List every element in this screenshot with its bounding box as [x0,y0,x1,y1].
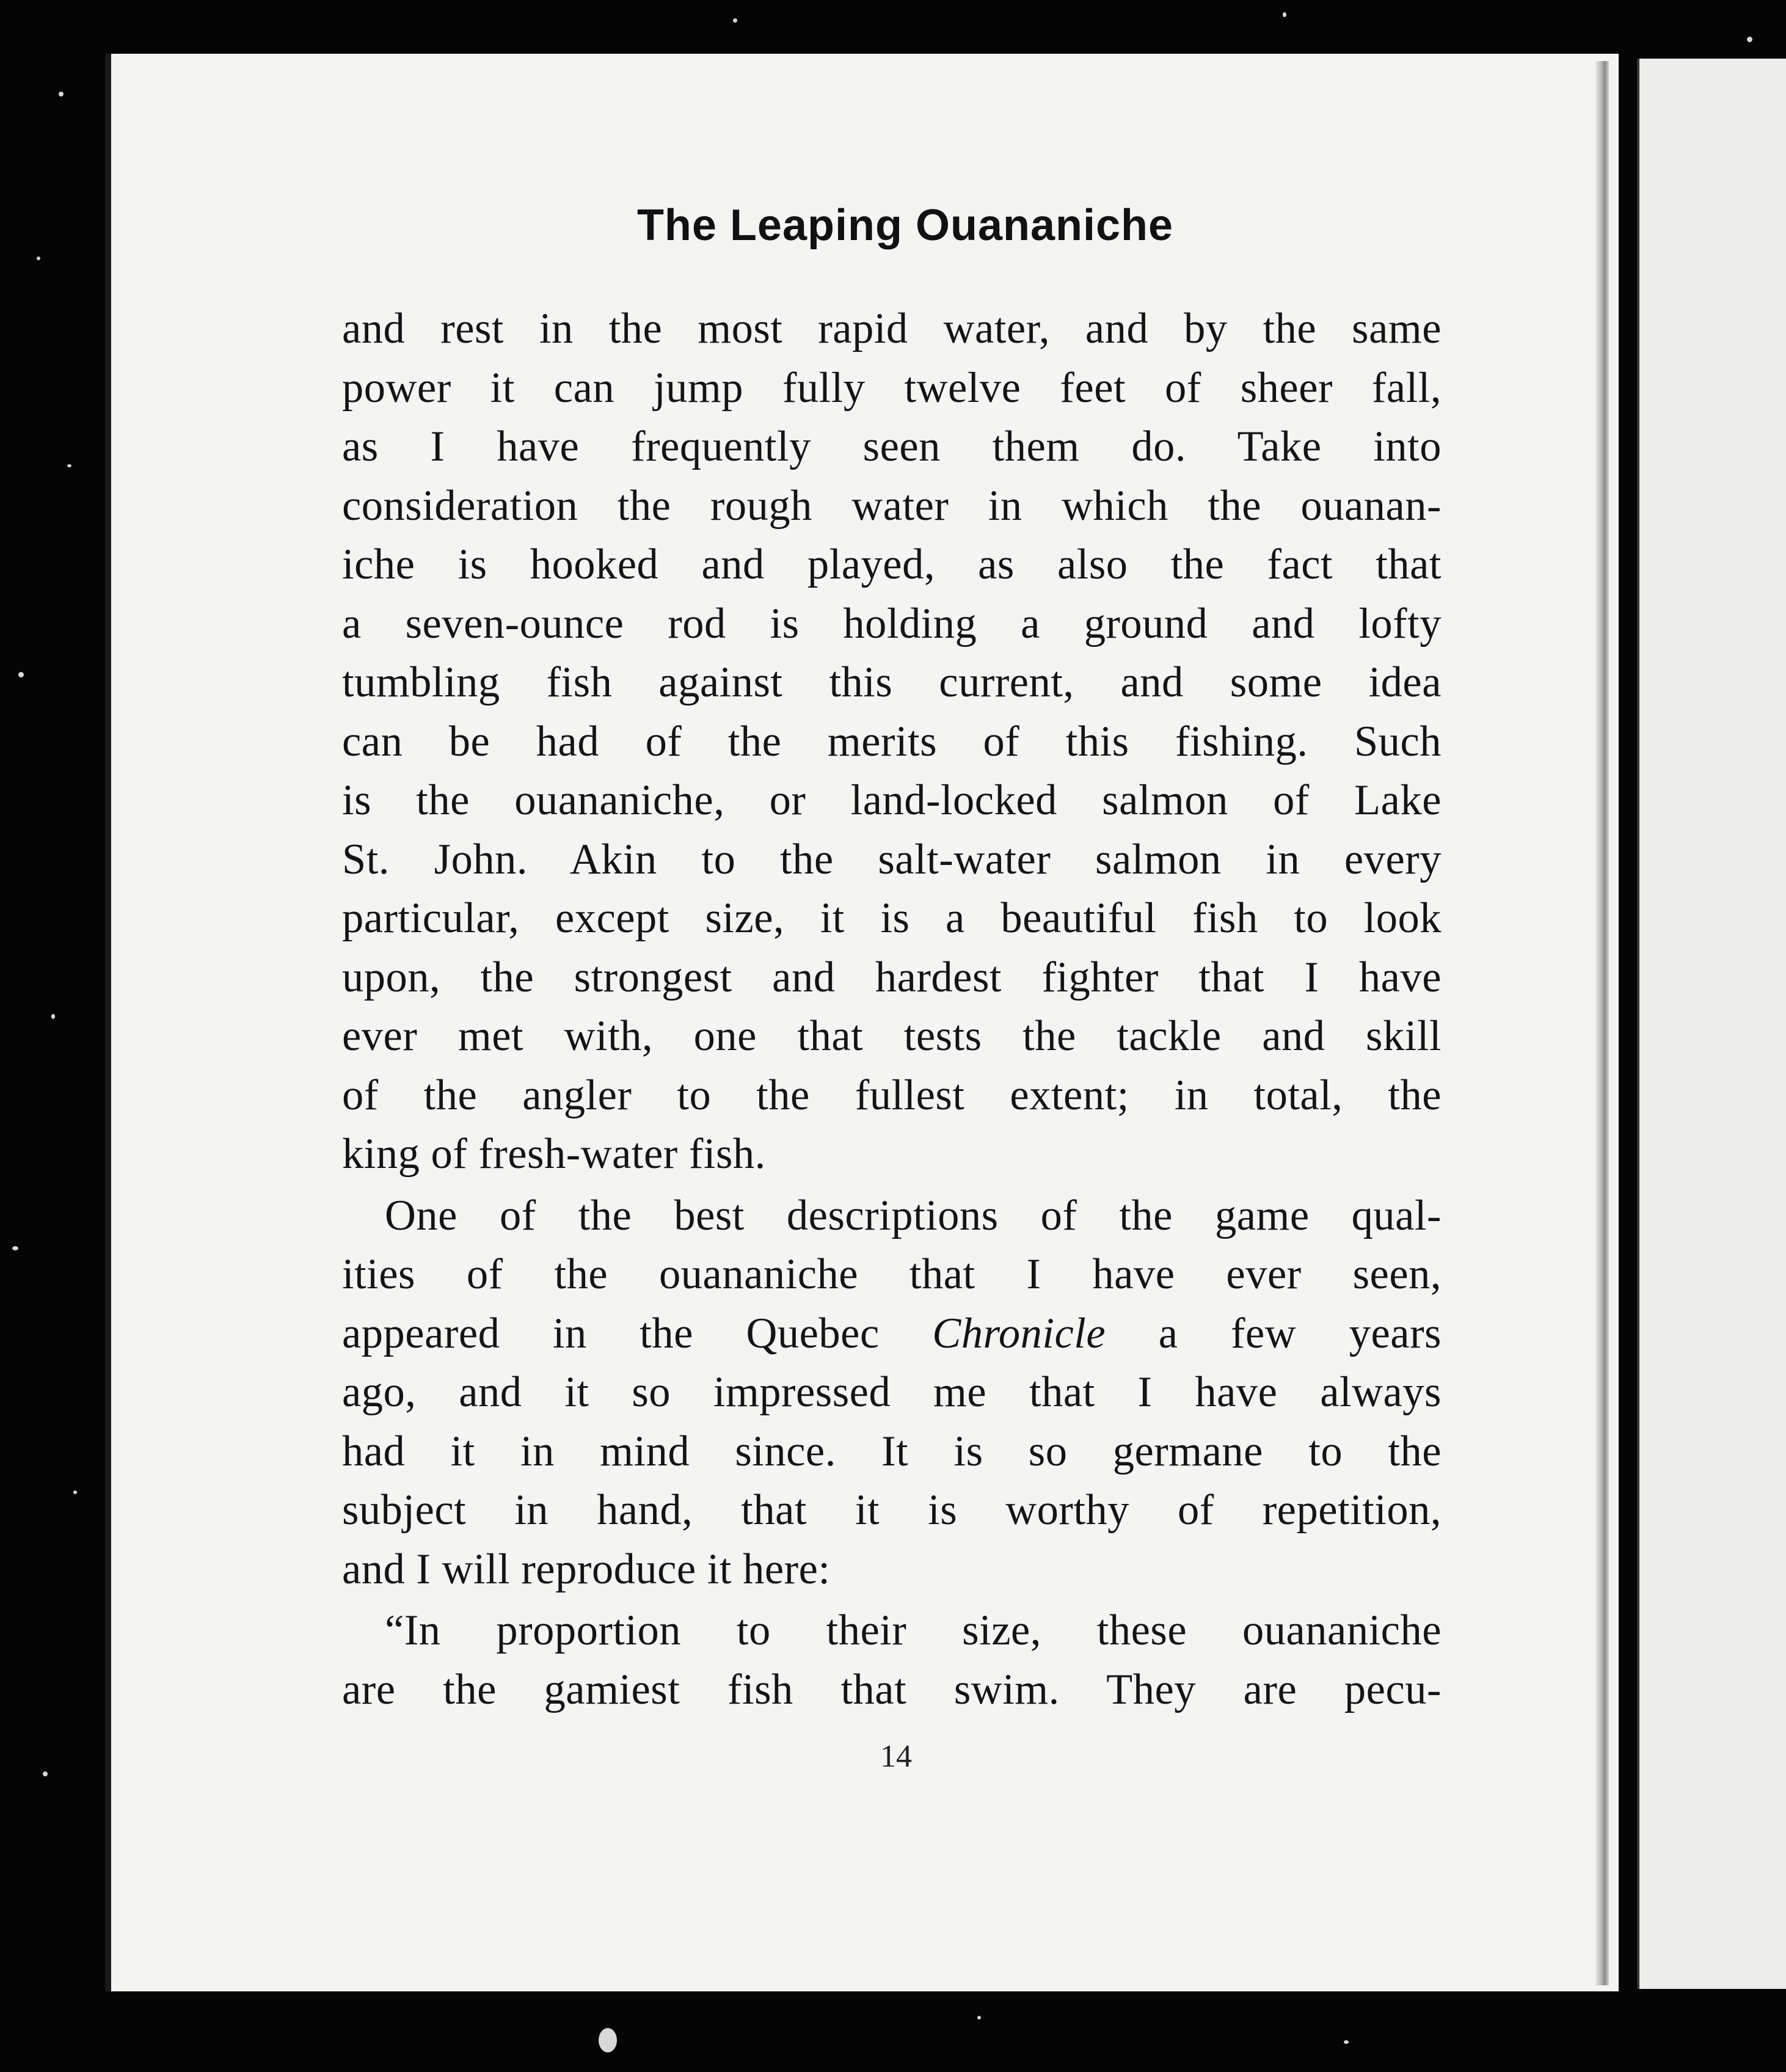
dust-speck [37,257,40,260]
dust-speck [1344,2040,1349,2044]
page-number [0,1738,1786,1775]
dust-speck [67,464,71,467]
text-line: consideration the rough water in which the ouanan- [342,481,1442,530]
dust-speck [73,1490,77,1494]
running-head-text: The Leaping Ouananiche [636,201,1174,250]
running-head [0,200,1786,250]
text-line: One of the best descriptions of the game qual- [385,1191,1442,1239]
dust-speck [599,2028,617,2052]
dust-speck [733,18,737,23]
text-line: power it can jump fully twelve feet of sheer fall, [342,363,1442,412]
text-line: iche is hooked and played, as also the fact that [342,541,1442,588]
dust-speck [18,672,24,677]
text-line: St. John. Akin to the salt-water salmon in every [342,835,1442,883]
newspaper-title: Chronicle [932,1309,1106,1357]
dust-speck [977,2016,981,2019]
text-run: a few years [1106,1309,1442,1357]
dust-speck [59,92,64,97]
page-number-text: 14 [880,1739,912,1774]
text-line: particular, except size, it is a beautiful fish to look [342,894,1442,942]
text-line: and I will reproduce it here: [342,1545,831,1593]
body-text [342,299,1442,1719]
text-line: a seven-ounce rod is holding a ground and lofty [342,599,1442,648]
page-gutter [1595,61,1609,1985]
text-line: and rest in the most rapid water, and by the same [342,305,1442,352]
text-line: is the ouananiche, or land-locked salmon of Lake [342,776,1442,824]
text-line: ever met with, one that tests the tackle and skill [342,1012,1442,1060]
text-line: can be had of the merits of this fishing. Such [342,717,1442,765]
text-line: tumbling fish against this current, and some idea [342,658,1442,706]
text-line: subject in hand, that it is worthy of repetition, [342,1486,1442,1534]
text-line: are the gamiest fish that swim. They are pecu- [342,1665,1442,1713]
facing-page-edge [1637,59,1786,1989]
dust-speck [1747,37,1752,42]
text-line: ago, and it so impressed me that I have always [342,1368,1442,1416]
text-line: as I have frequently seen them do. Take into [342,423,1442,470]
text-line: had it in mind since. It is so germane to the [342,1427,1442,1475]
text-line: “In proportion to their size, these ouananiche [385,1607,1442,1654]
dust-speck [51,1014,55,1019]
text-line: ities of the ouananiche that I have ever seen, [342,1250,1442,1298]
dust-speck [12,1246,18,1250]
text-line: of the angler to the fullest extent; in total, the [342,1071,1442,1119]
dust-speck [1283,12,1286,17]
text-line: king of fresh-water fish. [342,1130,766,1178]
text-line: upon, the strongest and hardest fighter that I have [342,953,1442,1001]
text-run: appeared in the Quebec [342,1309,933,1357]
text-line [342,1304,1442,1363]
